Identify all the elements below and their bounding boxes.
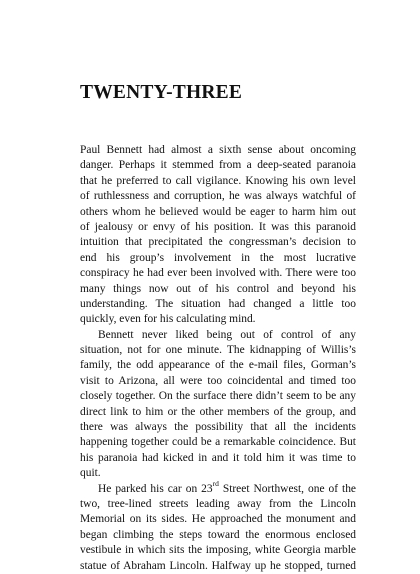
text-line: two, tree-lined streets leading away from the Lincoln — [80, 497, 356, 510]
text-line: of jealousy or envy of his position. It was this paranoid — [80, 220, 356, 233]
text-line: closely together. On the surface there didn’t seem to be any — [80, 390, 356, 403]
text-line: danger. Perhaps it stemmed from a deep-seated paranoia — [80, 159, 356, 172]
chapter-title: TWENTY-THREE — [80, 82, 243, 103]
text-line: direct link to him or the other members of the group, and — [80, 405, 356, 418]
text-line: Paul Bennett had almost a sixth sense about oncoming — [80, 144, 356, 156]
text-line: that he preferred to call vigilance. Knowing his own level — [80, 174, 356, 187]
text-line: family, the odd appearance of the e-mail files, Gorman’s — [80, 359, 356, 372]
text-line: Bennett never liked being out of control of any — [98, 328, 356, 341]
text-line: of ruthlessness and corruption, he was always watchful of — [80, 190, 356, 203]
paragraph-1 — [80, 143, 356, 328]
text-line: end his group’s involvement in the most lucrative — [80, 251, 356, 264]
text-line: understanding. The situation had changed a little too — [80, 297, 356, 310]
text-line: vestibule in which sits the imposing, white Georgia marble — [80, 544, 356, 557]
text-line: there was always the possibility that all the incidents — [80, 421, 356, 434]
text-line: conspiracy he had ever been involved with. There were too — [80, 267, 356, 280]
text-line: many things now out of his control and beyond his — [80, 282, 356, 295]
paragraph-3 — [80, 478, 356, 574]
text-line: his paranoia had kicked in and it told him it was time to — [80, 451, 356, 464]
text-line: began climbing the steps toward the enormous enclosed — [80, 528, 356, 541]
text-line: statue of Abraham Lincoln. Halfway up he stopped, turned — [80, 559, 356, 572]
chapter-body — [80, 143, 356, 574]
paragraph-2 — [80, 328, 356, 482]
text-line: quickly, even for his calculating mind. — [80, 313, 256, 326]
text-line: intuition that precipitated the congressman’s decision to — [80, 236, 356, 249]
text-line: situation, not for one minute. The kidnapping of Willis’s — [80, 344, 356, 357]
text-fragment: Street Northwest, one of the — [218, 482, 356, 495]
text-line: quit. — [80, 467, 101, 480]
text-line: happening together could be a remarkable coincidence. But — [80, 436, 356, 449]
text-line: visit to Arizona, all were too coincidental and timed too — [80, 374, 356, 387]
text-fragment: He parked his car on 23 — [98, 482, 213, 495]
text-line: Memorial on its sides. He approached the monument and — [80, 513, 356, 526]
text-line: others whom he believed would be eager to harm him out — [80, 205, 356, 218]
ordinal-suffix: rd — [212, 478, 219, 488]
text-line-with-superscript — [80, 478, 356, 497]
